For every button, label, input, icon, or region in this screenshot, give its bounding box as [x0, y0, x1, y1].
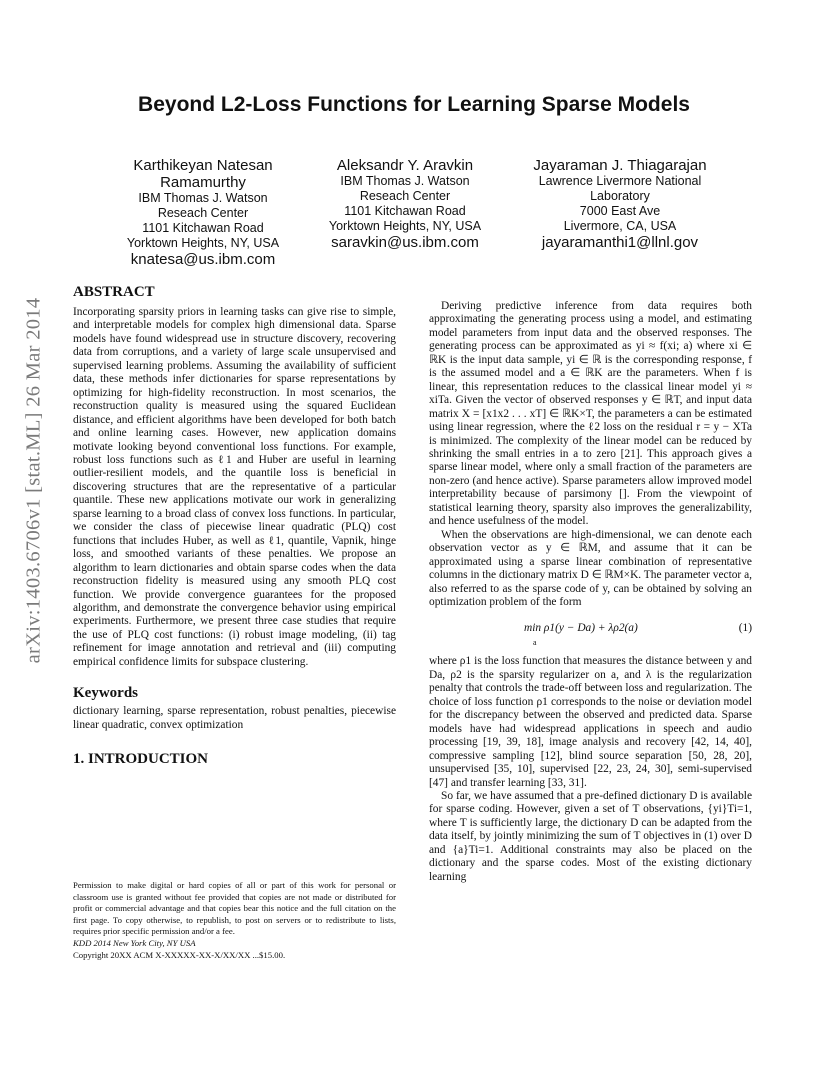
abstract-heading: ABSTRACT [73, 284, 155, 300]
author-affiliation-line: Reseach Center [157, 206, 249, 220]
author-block-3 [520, 157, 720, 251]
intro-paragraph-1: Deriving predictive inference from data requires both approximating the generating process using a model, and estimating model parameters from input data and the observed responses. The generating process can be approximated as yi ≈ f(xi; a) where xi ∈ ℝK is the input data sample, yi ∈ ℝ is the corresponding response, f is the assumed model and a ∈ ℝK are the parameters. When f is linear, this representation reduces to the classical linear model yi ≈ xiTa. Given the vector of observed responses y ∈ ℝT, and input data matrix X = [x1x2 . . . xT] ∈ ℝK×T, the parameters a can be estimated using linear regression, where the ℓ2 loss on the residual r = y − XTa is minimized. The complexity of the linear model can be reduced by shrinking the small entries in a to zero [21]. This approach gives a sparse linear model, where only a small fraction of the parameters are non-zero (and hence active). Sparse parameters allow improved model interpretability because of parsimony []. From the viewpoint of statistical learning theory, sparsity also improves the generalizability, and hence usefulness of the model. [429, 300, 752, 528]
author-email: saravkin@us.ibm.com [331, 234, 479, 251]
intro-paragraph-2: When the observations are high-dimensional, we can denote each observation vector as y ∈ ℝM, and assume that it can be approximated using a sparse linear combination of representative columns in the dictionary matrix D ∈ ℝM×K. The parameter vector a, also referred to as the sparse code of y, can be obtained by solving an optimization problem of the form [429, 528, 752, 608]
equation-1 [429, 618, 752, 648]
equation-number: (1) [738, 622, 752, 635]
introduction-heading: 1. INTRODUCTION [73, 751, 209, 768]
author-block-1 [110, 157, 296, 268]
author-email: jayaramanthi1@llnl.gov [541, 234, 699, 251]
equation-expression: min ρ1(y − Da) + λρ2(a) [524, 622, 638, 635]
permission-footnote [73, 880, 396, 961]
author-block-2 [310, 157, 500, 251]
arxiv-stamp-text: arXiv:1403.6706v1 [stat.ML] 26 Mar 2014 [22, 297, 45, 663]
author-email: knatesa@us.ibm.com [130, 251, 276, 268]
arxiv-side-stamp [22, 282, 46, 678]
author-affiliation-line: 1101 Kitchawan Road [344, 204, 466, 218]
author-affiliation-line: 1101 Kitchawan Road [142, 221, 264, 235]
equation-min-subscript: a [533, 638, 537, 648]
author-name: Aleksandr Y. Aravkin [336, 157, 474, 174]
author-affiliation-line: Lawrence Livermore National [538, 174, 702, 188]
keywords-heading: Keywords [73, 685, 138, 702]
author-affiliation-line: Yorktown Heights, NY, USA [328, 219, 482, 233]
permission-text: Permission to make digital or hard copies of all or part of this work for personal or classroom use is granted without fee provided that copies are not made or distributed for profit or commercial advantage and that copies bear this notice and the full citation on the first page. To copy otherwise, to republish, to post on servers or to redistribute to lists, requires prior specific permission and/or a fee. [73, 880, 396, 937]
author-affiliation-line: 7000 East Ave [579, 204, 661, 218]
author-affiliation-line: Laboratory [590, 189, 650, 203]
author-name: Jayaraman J. Thiagarajan [533, 157, 707, 174]
author-affiliation-line: Livermore, CA, USA [563, 219, 677, 233]
author-name: Karthikeyan Natesan Ramamurthy [133, 157, 273, 191]
author-affiliation-line: Reseach Center [359, 189, 451, 203]
abstract-text: Incorporating sparsity priors in learning tasks can give rise to simple, and interpretable models for complex high dimensional data. Sparse models have found widespread use in structure discovery, recovering data from corruptions, and a variety of large scale unsupervised and supervised learning problems. Assuming the availability of sufficient data, these methods infer dictionaries for sparse representations by optimizing for high-fidelity reconstruction. In most scenarios, the reconstruction quality is measured using the squared Euclidean distance, and efficient algorithms have been developed for both batch and online learning cases. However, new application domains motivate looking beyond conventional loss functions. For example, robust loss functions such as ℓ1 and Huber are useful in learning outlier-resilient models, and the quantile loss is beneficial in discovering structures that are the representative of a particular quantile. These new applications motivate our work in generalizing sparse learning to a broad class of convex loss functions. In particular, we consider the class of piecewise linear quadratic (PLQ) cost functions that includes Huber, as well as ℓ1, quantile, Vapnik, hinge loss, and smoothed variants of these penalties. We propose an algorithm to learn dictionaries and obtain sparse codes when the data reconstruction fidelity is measured using any smooth PLQ cost function. We provide convergence guarantees for the proposed algorithm, and demonstrate the convergence behavior using empirical experiments. Furthermore, we present three case studies that require the use of PLQ cost functions: (i) robust image modeling, (ii) tag refinement for image annotation and retrieval and (iii) computing empirical confidence limits for subspace clustering. [73, 306, 396, 668]
intro-paragraph-4: So far, we have assumed that a pre-defined dictionary D is available for sparse coding. However, given a set of T observations, {yi}Ti=1, where T is sufficiently large, the dictionary D can be adapted from the data itself, by jointly minimizing the sum of T objectives in (1) over D and {a}Ti=1. Additional constraints may also be placed on the dictionary and the sparse codes. Most of the existing dictionary learning [429, 789, 752, 883]
author-affiliation-line: IBM Thomas J. Watson [138, 191, 268, 205]
keywords-text: dictionary learning, sparse representation, robust penalties, piecewise linear quadratic, convex optimization [73, 705, 396, 731]
paper-title: Beyond L2-Loss Functions for Learning Sparse Models [138, 93, 690, 116]
intro-paragraph-3: where ρ1 is the loss function that measures the distance between y and Da, ρ2 is the sparsity regularizer on a, and λ is the regularization penalty that controls the trade-off between loss and regularization. The choice of loss function ρ1 corresponds to the noise or deviation model for the discrepancy between the observed and predicted data. Sparse models have had widespread applications in speech and audio processing [19, 39, 18], image analysis and recovery [42, 14, 40], compressive sampling [12], blind source separation [50, 28, 20], unsupervised [35, 10], supervised [22, 23, 24, 30], semi-supervised [47] and transfer learning [33, 31]. [429, 655, 752, 789]
copyright-text: Copyright 20XX ACM X-XXXXX-XX-X/XX/XX ...$15.00. [73, 949, 286, 960]
author-affiliation-line: IBM Thomas J. Watson [340, 174, 470, 188]
left-column [73, 283, 396, 768]
venue-text: KDD 2014 New York City, NY USA [73, 937, 196, 948]
right-column [429, 300, 752, 884]
author-affiliation-line: Yorktown Heights, NY, USA [126, 236, 280, 250]
